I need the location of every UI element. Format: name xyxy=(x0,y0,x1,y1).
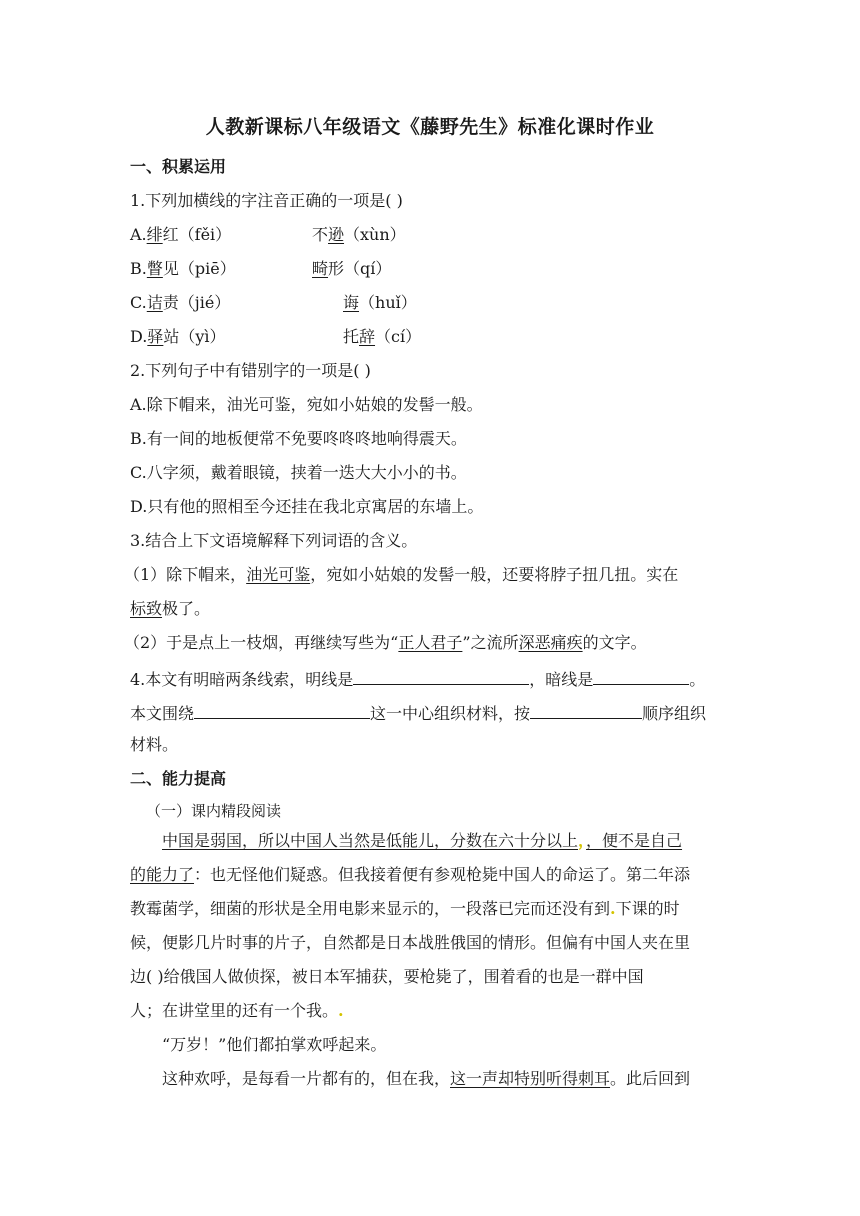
section-heading-1: 一、积累运用 xyxy=(130,157,227,176)
q2-option-c: C.八字须，戴着眼镜，挟着一迭大大小小的书。 xyxy=(130,463,467,482)
reading-line-7: “万岁！”他们都拍掌欢呼起来。 xyxy=(162,1035,387,1054)
answer-blank[interactable] xyxy=(194,703,370,719)
document-title: 人教新课标八年级语文《藤野先生》标准化课时作业 xyxy=(205,116,655,138)
answer-blank[interactable] xyxy=(530,703,642,719)
q3-item-1-line-2: 标致极了。 xyxy=(130,599,211,618)
q1-option-d-second: 托辞（cí） xyxy=(343,327,422,346)
reading-line-6: 人；在讲堂里的还有一个我。. xyxy=(130,1001,344,1020)
q3-item-1-line-1: （1）除下帽来，油光可鉴，宛如小姑娘的发髻一般，还要将脖子扭几扭。实在 xyxy=(124,565,679,584)
reading-line-2: 的能力了：也无怪他们疑惑。但我接着便有参观枪毙中国人的命运了。第二年添 xyxy=(130,865,691,884)
section-heading-2: 二、能力提高 xyxy=(130,769,227,788)
q1-option-c: C.诘责（jié） xyxy=(130,293,231,312)
q2-option-a: A.除下帽来，油光可鉴，宛如小姑娘的发髻一般。 xyxy=(130,395,483,414)
reading-line-3: 教霉菌学，细菌的形状是全用电影来显示的，一段落已完而还没有到.下课的时 xyxy=(130,899,680,918)
q1-option-c-second: 诲（huǐ） xyxy=(343,293,417,312)
q2-option-b: B.有一间的地板便常不免要咚咚咚地响得震天。 xyxy=(130,429,467,448)
reading-line-4: 候，便影几片时事的片子，自然都是日本战胜俄国的情形。但偏有中国人夹在里 xyxy=(130,933,691,952)
question-1-stem: 1.下列加横线的字注音正确的一项是( ) xyxy=(130,191,403,210)
q1-option-a-second: 不逊（xùn） xyxy=(312,225,406,244)
reading-line-1: 中国是弱国，所以中国人当然是低能儿，分数在六十分以上，，便不是自己 xyxy=(162,831,683,850)
answer-blank[interactable] xyxy=(353,669,529,685)
reading-heading: （一）课内精段阅读 xyxy=(146,802,282,820)
q1-option-b-second: 畸形（qí） xyxy=(312,259,392,278)
q1-option-a: A.绯红（fěi） xyxy=(130,225,232,244)
question-4-line-1: 4.本文有明暗两条线索，明线是 ，暗线是 。 xyxy=(130,670,706,689)
q2-option-d: D.只有他的照相至今还挂在我北京寓居的东墙上。 xyxy=(130,497,484,516)
q1-option-d: D.驿站（yì） xyxy=(130,327,226,346)
q3-item-2: （2）于是点上一枝烟，再继续写些为“正人君子”之流所深恶痛疾的文字。 xyxy=(124,633,647,652)
q1-option-b: B.瞥见（piē） xyxy=(130,259,236,278)
reading-line-5: 边( )给俄国人做侦探，被日本军捕获，要枪毙了，围着看的也是一群中国 xyxy=(130,967,644,986)
answer-blank[interactable] xyxy=(593,669,689,685)
question-3-stem: 3.结合上下文语境解释下列词语的含义。 xyxy=(130,531,418,550)
question-4-line-2: 本文围绕 这一中心组织材料，按 顺序组织 xyxy=(130,704,707,723)
question-4-line-3: 材料。 xyxy=(130,735,179,754)
question-2-stem: 2.下列句子中有错别字的一项是( ) xyxy=(130,361,371,380)
reading-line-8: 这种欢呼，是每看一片都有的，但在我，这一声却特别听得刺耳。此后回到 xyxy=(162,1069,691,1088)
